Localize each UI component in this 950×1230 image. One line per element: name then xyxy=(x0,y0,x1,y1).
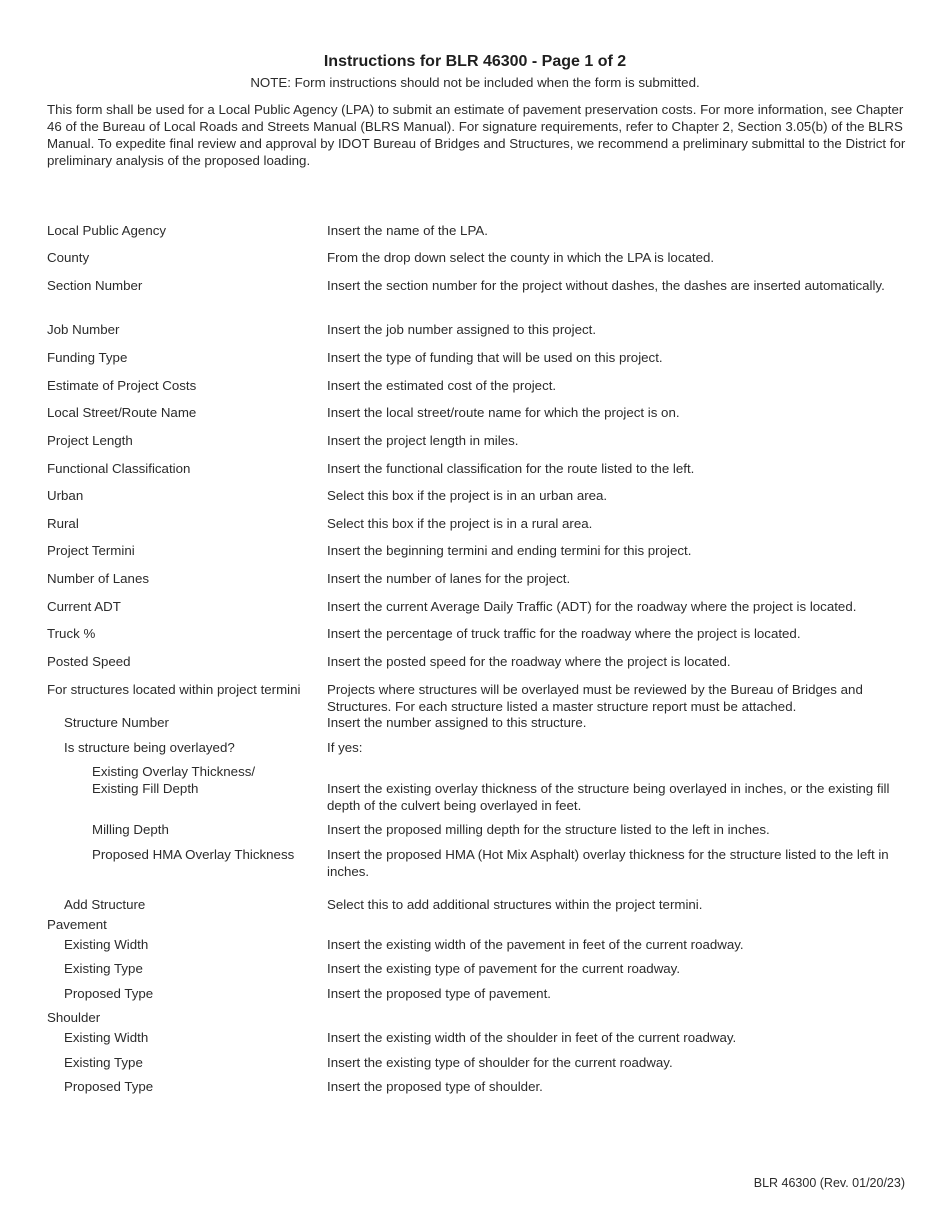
form-note: NOTE: Form instructions should not be included when the form is submitted. xyxy=(250,75,700,90)
field-label: Job Number xyxy=(47,322,120,337)
field-label: Is structure being overlayed? xyxy=(64,740,235,755)
field-label: Existing Fill Depth xyxy=(92,781,199,796)
field-label: Existing Type xyxy=(64,1055,143,1070)
field-description: Insert the existing type of shoulder for the current roadway. xyxy=(327,1055,673,1070)
field-description: Insert the job number assigned to this project. xyxy=(327,322,597,337)
field-description: Insert the type of funding that will be used on this project. xyxy=(327,350,663,365)
page-title: Instructions for BLR 46300 - Page 1 of 2 xyxy=(323,53,627,70)
field-description: Insert the functional classification for the route listed to the left. xyxy=(327,461,695,476)
field-label: Current ADT xyxy=(47,599,121,614)
field-label: Existing Overlay Thickness/ xyxy=(92,764,256,779)
field-description: Insert the existing width of the pavement in feet of the current roadway. xyxy=(327,937,744,952)
section-label: Shoulder xyxy=(47,1010,101,1025)
field-description: Insert the percentage of truck traffic for the roadway where the project is located. xyxy=(327,626,801,641)
field-description: Select this box if the project is in an urban area. xyxy=(327,488,608,503)
field-description: Insert the existing type of pavement for the current roadway. xyxy=(327,961,681,976)
field-label: Existing Width xyxy=(64,1030,149,1045)
field-description: Insert the proposed type of shoulder. xyxy=(327,1079,543,1094)
field-label: Proposed Type xyxy=(64,986,154,1001)
field-description: Insert the local street/route name for which the project is on. xyxy=(327,405,680,420)
field-description: Insert the posted speed for the roadway where the project is located. xyxy=(327,654,731,669)
field-description: Insert the number of lanes for the project. xyxy=(327,571,571,586)
field-label: Funding Type xyxy=(47,350,128,365)
field-label: Section Number xyxy=(47,278,143,293)
field-description: Insert the proposed type of pavement. xyxy=(327,986,551,1001)
form-revision-footer: BLR 46300 (Rev. 01/20/23) xyxy=(753,1176,905,1190)
field-description: Select this to add additional structures within the project termini. xyxy=(327,897,703,912)
field-description: Insert the current Average Daily Traffic (ADT) for the roadway where the project is located. xyxy=(327,599,857,614)
field-description: From the drop down select the county in which the LPA is located. xyxy=(327,250,715,265)
field-label: Structure Number xyxy=(64,715,169,730)
field-label: Urban xyxy=(47,488,84,503)
field-label: Project Termini xyxy=(47,543,135,558)
intro-paragraph: This form shall be used for a Local Public Agency (LPA) to submit an estimate of pavement preservation costs. For more information, see Chapter 46 of the Bureau of Local Roads and Streets Manual (BLRS Manual). For signature requirements, refer to Chapter 2, Section 3.05(b) of the BLRS Manual. To expedite final review and approval by IDOT Bureau of Bridges and Structures, we recommend a preliminary submittal to the District for preliminary analysis of the proposed loading. xyxy=(47,102,906,168)
field-description: Insert the section number for the project without dashes, the dashes are inserted automatically. xyxy=(327,278,885,293)
field-label: Estimate of Project Costs xyxy=(47,378,197,393)
field-label: Proposed Type xyxy=(64,1079,154,1094)
field-description: Insert the proposed milling depth for the structure listed to the left in inches. xyxy=(327,822,770,837)
field-description: Insert the project length in miles. xyxy=(327,433,519,448)
field-label: Posted Speed xyxy=(47,654,131,669)
field-label: Existing Width xyxy=(64,937,149,952)
field-description: Projects where structures will be overlayed must be reviewed by the Bureau of Bridges and Structures. For each structure listed a master structure report must be attached. xyxy=(327,682,863,714)
field-label: Existing Type xyxy=(64,961,143,976)
field-label: Local Public Agency xyxy=(47,223,167,238)
field-description: Insert the existing overlay thickness of the structure being overlayed in inches, or the existing fill depth of the culvert being overlayed in feet. xyxy=(327,781,890,813)
field-label: Proposed HMA Overlay Thickness xyxy=(92,847,295,862)
field-description: Insert the proposed HMA (Hot Mix Asphalt) overlay thickness for the structure listed to the left in inches. xyxy=(327,847,889,879)
field-description: Insert the existing width of the shoulder in feet of the current roadway. xyxy=(327,1030,737,1045)
field-description: Select this box if the project is in a rural area. xyxy=(327,516,593,531)
field-description: Insert the name of the LPA. xyxy=(327,223,488,238)
field-label: Local Street/Route Name xyxy=(47,405,197,420)
field-label: Rural xyxy=(47,516,79,531)
field-label: Truck % xyxy=(47,626,96,641)
field-label: Milling Depth xyxy=(92,822,169,837)
section-label: Pavement xyxy=(47,917,107,932)
field-label: Add Structure xyxy=(64,897,146,912)
field-description: Insert the beginning termini and ending termini for this project. xyxy=(327,543,692,558)
field-label: Project Length xyxy=(47,433,133,448)
field-description: Insert the estimated cost of the project. xyxy=(327,378,557,393)
field-label: Number of Lanes xyxy=(47,571,149,586)
field-label: For structures located within project termini xyxy=(47,682,301,697)
field-description: If yes: xyxy=(327,740,363,755)
field-description: Insert the number assigned to this structure. xyxy=(327,715,587,730)
field-label: County xyxy=(47,250,90,265)
field-label: Functional Classification xyxy=(47,461,191,476)
